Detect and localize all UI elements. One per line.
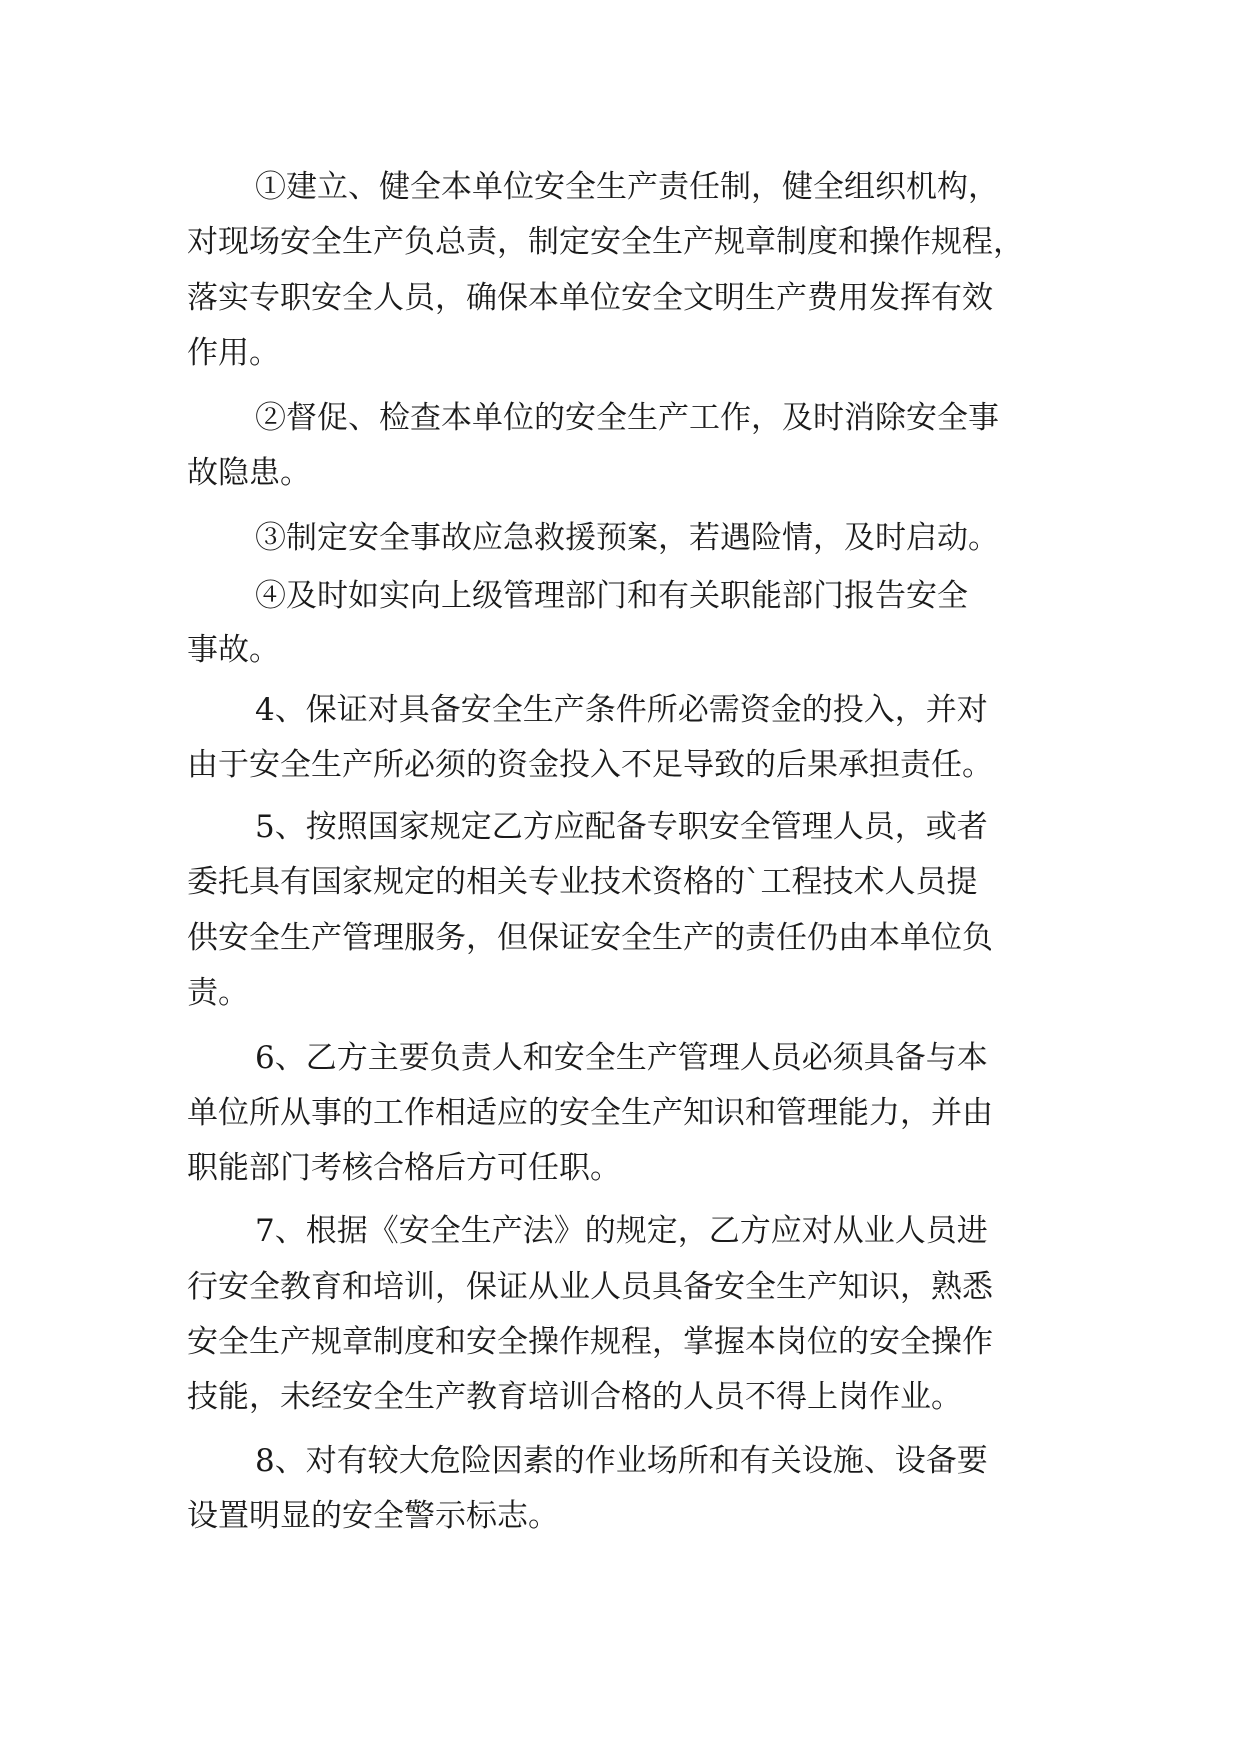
text-line: 供安全生产管理服务，但保证安全生产的责任仍由本单位负 [187,920,993,956]
text-line: 5、按照国家规定乙方应配备专职安全管理人员，或者 [255,809,988,845]
text-line: 责。 [187,975,249,1011]
text-line: 职能部门考核合格后方可任职。 [187,1150,621,1186]
text-line: 故隐患。 [187,455,311,491]
text-line: 作用。 [187,335,280,371]
text-line: 落实专职安全人员，确保本单位安全文明生产费用发挥有效 [187,280,993,316]
text-line: 由于安全生产所必须的资金投入不足导致的后果承担责任。 [187,747,993,783]
text-line: 事故。 [187,632,280,668]
text-line: 4、保证对具备安全生产条件所必需资金的投入，并对 [255,692,988,728]
text-line: 技能，未经安全生产教育培训合格的人员不得上岗作业。 [187,1379,962,1415]
text-line: 安全生产规章制度和安全操作规程，掌握本岗位的安全操作 [187,1324,993,1360]
text-line: 对现场安全生产负总责，制定安全生产规章制度和操作规程， [187,224,1024,260]
text-line: 8、对有较大危险因素的作业场所和有关设施、设备要 [255,1443,988,1479]
text-line: 行安全教育和培训，保证从业人员具备安全生产知识，熟悉 [187,1269,993,1305]
text-line: 6、乙方主要负责人和安全生产管理人员必须具备与本 [255,1040,988,1076]
text-line: ③制定安全事故应急救援预案，若遇险情，及时启动。 [255,520,999,556]
text-line: 委托具有国家规定的相关专业技术资格的`工程技术人员提 [187,864,978,900]
text-line: ①建立、健全本单位安全生产责任制，健全组织机构， [255,169,999,205]
text-line: ④及时如实向上级管理部门和有关职能部门报告安全 [255,578,968,614]
text-line: 设置明显的安全警示标志。 [187,1498,559,1534]
text-line: ②督促、检查本单位的安全生产工作，及时消除安全事 [255,400,999,436]
text-line: 单位所从事的工作相适应的安全生产知识和管理能力，并由 [187,1095,993,1131]
text-line: 7、根据《安全生产法》的规定，乙方应对从业人员进 [255,1213,988,1249]
